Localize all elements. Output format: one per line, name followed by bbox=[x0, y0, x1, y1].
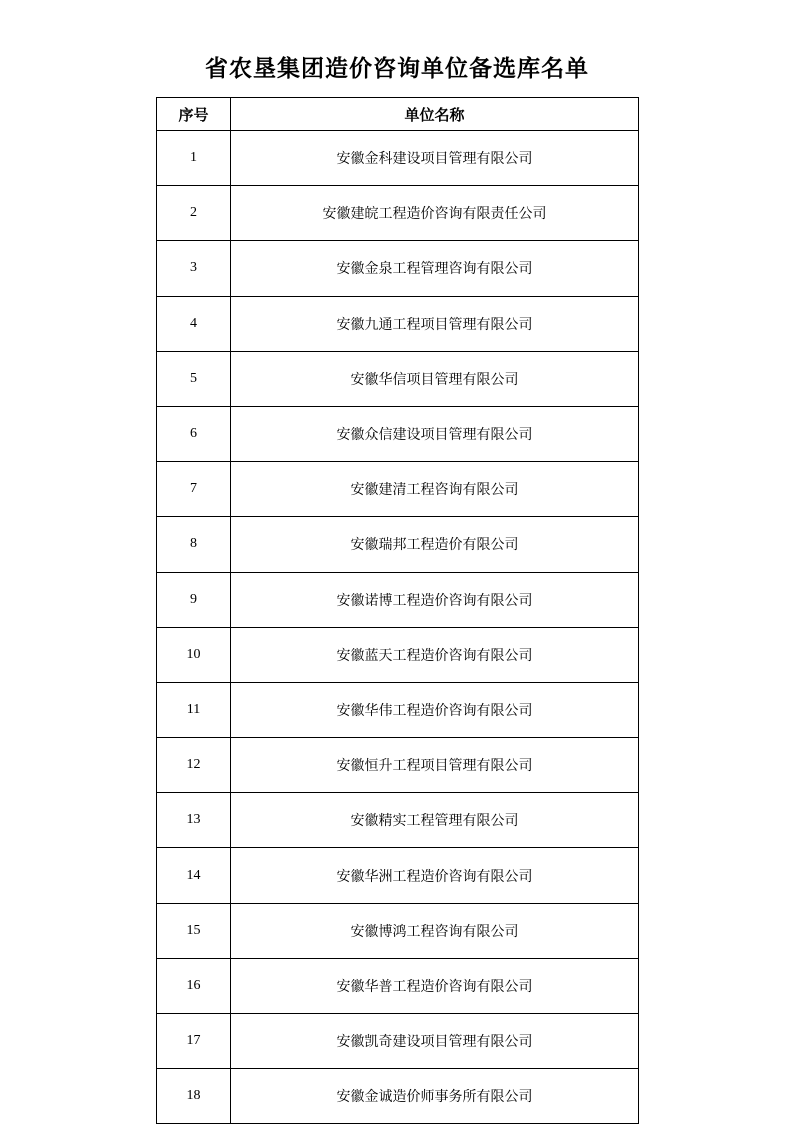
cell-index: 12 bbox=[157, 738, 231, 793]
table-row bbox=[157, 296, 639, 351]
cell-index: 4 bbox=[157, 296, 231, 351]
table-row bbox=[157, 903, 639, 958]
cell-unit-name: 安徽金泉工程管理咨询有限公司 bbox=[231, 241, 639, 296]
table-row bbox=[157, 186, 639, 241]
cell-unit-name: 安徽金科建设项目管理有限公司 bbox=[231, 131, 639, 186]
table-header bbox=[157, 98, 639, 131]
cell-unit-name: 安徽精实工程管理有限公司 bbox=[231, 793, 639, 848]
table-row bbox=[157, 1069, 639, 1124]
table-container bbox=[156, 97, 638, 1124]
cell-index: 6 bbox=[157, 406, 231, 461]
cell-unit-name: 安徽华洲工程造价咨询有限公司 bbox=[231, 848, 639, 903]
cell-index: 18 bbox=[157, 1069, 231, 1124]
cell-unit-name: 安徽九通工程项目管理有限公司 bbox=[231, 296, 639, 351]
cell-index: 8 bbox=[157, 517, 231, 572]
cell-index: 9 bbox=[157, 572, 231, 627]
cell-index: 15 bbox=[157, 903, 231, 958]
cell-unit-name: 安徽金诚造价师事务所有限公司 bbox=[231, 1069, 639, 1124]
table-row bbox=[157, 241, 639, 296]
column-header-name: 单位名称 bbox=[231, 98, 639, 131]
cell-unit-name: 安徽诺博工程造价咨询有限公司 bbox=[231, 572, 639, 627]
table-header-row bbox=[157, 98, 639, 131]
cell-unit-name: 安徽瑞邦工程造价有限公司 bbox=[231, 517, 639, 572]
table-row bbox=[157, 738, 639, 793]
cell-index: 17 bbox=[157, 1014, 231, 1069]
table-row bbox=[157, 572, 639, 627]
page-title: 省农垦集团造价咨询单位备选库名单 bbox=[205, 56, 589, 81]
cell-index: 11 bbox=[157, 682, 231, 737]
table-row bbox=[157, 793, 639, 848]
unit-listing-table bbox=[156, 97, 639, 1124]
cell-unit-name: 安徽建皖工程造价咨询有限责任公司 bbox=[231, 186, 639, 241]
cell-unit-name: 安徽蓝天工程造价咨询有限公司 bbox=[231, 627, 639, 682]
column-header-index: 序号 bbox=[157, 98, 231, 131]
cell-unit-name: 安徽华伟工程造价咨询有限公司 bbox=[231, 682, 639, 737]
table-row bbox=[157, 1014, 639, 1069]
cell-index: 2 bbox=[157, 186, 231, 241]
cell-index: 3 bbox=[157, 241, 231, 296]
cell-unit-name: 安徽博鸿工程咨询有限公司 bbox=[231, 903, 639, 958]
cell-unit-name: 安徽华信项目管理有限公司 bbox=[231, 351, 639, 406]
cell-unit-name: 安徽恒升工程项目管理有限公司 bbox=[231, 738, 639, 793]
table-row bbox=[157, 517, 639, 572]
cell-index: 7 bbox=[157, 462, 231, 517]
cell-index: 10 bbox=[157, 627, 231, 682]
cell-unit-name: 安徽众信建设项目管理有限公司 bbox=[231, 406, 639, 461]
table-row bbox=[157, 848, 639, 903]
cell-index: 14 bbox=[157, 848, 231, 903]
table-row bbox=[157, 131, 639, 186]
table-row bbox=[157, 682, 639, 737]
table-row bbox=[157, 406, 639, 461]
cell-index: 16 bbox=[157, 958, 231, 1013]
cell-unit-name: 安徽华普工程造价咨询有限公司 bbox=[231, 958, 639, 1013]
table-row bbox=[157, 958, 639, 1013]
table-row bbox=[157, 351, 639, 406]
table-row bbox=[157, 462, 639, 517]
cell-unit-name: 安徽凯奇建设项目管理有限公司 bbox=[231, 1014, 639, 1069]
table-body bbox=[157, 131, 639, 1124]
cell-index: 13 bbox=[157, 793, 231, 848]
cell-unit-name: 安徽建清工程咨询有限公司 bbox=[231, 462, 639, 517]
table-row bbox=[157, 627, 639, 682]
cell-index: 5 bbox=[157, 351, 231, 406]
cell-index: 1 bbox=[157, 131, 231, 186]
